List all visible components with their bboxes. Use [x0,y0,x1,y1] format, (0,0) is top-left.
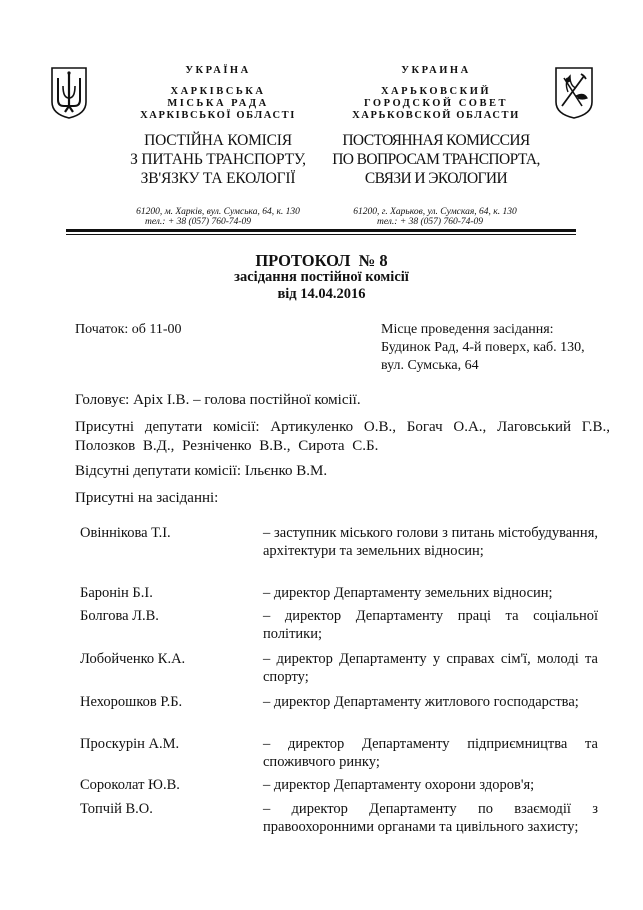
council-name-uk-line3: ХАРКІВСЬКОЇ ОБЛАСТІ [140,110,296,121]
header-rule-thin [66,234,576,235]
attendee-role: – директор Департаменту по взаємодії з правоохоронними органами та цивільного захисту; [263,801,598,835]
attendee-name: Нехорошков Р.Б. [80,694,183,710]
commission-name-uk-line1: ПОСТІЙНА КОМІСІЯ [144,132,292,149]
commission-name-ru-line1: ПОСТОЯННАЯ КОМИССИЯ [342,132,530,149]
kharkiv-coat-of-arms-icon [554,66,594,120]
council-name-ru-line2: ГОРОДСКОЙ СОВЕТ [364,98,508,109]
protocol-date: від 14.04.2016 [277,286,366,302]
attendee-name: Овіннікова Т.І. [80,525,171,541]
attendee-role: – директор Департаменту підприємництва та споживчого ринку; [263,736,598,770]
attendee-role: – директор Департаменту у справах сім'ї, молоді та спорту; [263,651,598,685]
attendees-heading: Присутні на засіданні: [75,490,219,506]
phone-ru: тел.: + 38 (057) 760-74-09 [376,217,484,227]
attendee-role: – директор Департаменту житлового господарства; [263,694,579,710]
attendee-name: Топчій В.О. [80,801,153,817]
commission-name-ru-line3: СВЯЗИ И ЭКОЛОГИИ [364,170,508,187]
protocol-subtitle: засідання постійної комісії [234,269,409,285]
meeting-place-line3: вул. Сумська, 64 [381,358,479,373]
attendee-role: – заступник міського голови з питань містобудування, архітектури та земельних відносин; [263,525,598,559]
meeting-start: Початок: об 11-00 [75,322,182,337]
attendee-name: Лобойченко К.А. [80,651,186,667]
attendee-role: – директор Департаменту охорони здоров'я; [263,777,535,793]
address-ru: 61200, г. Харьков, ул. Сумская, 64, к. 130 [353,207,517,217]
header-rule-thick [66,229,576,232]
country-name-ru: УКРАИНА [401,65,471,76]
meeting-place-line1: Місце проведення засідання: [381,322,554,337]
commission-name-uk-line3: ЗВ'ЯЗКУ ТА ЕКОЛОГІЇ [140,170,296,187]
attendee-role: – директор Департаменту праці та соціальної політики; [263,608,598,642]
attendee-name: Баронін Б.І. [80,585,153,601]
chair-line: Головує: Аріх І.В. – голова постійної комісії. [75,392,361,408]
attendee-name: Сороколат Ю.В. [80,777,180,793]
attendee-name: Болгова Л.В. [80,608,159,624]
present-deputies: Присутні депутати комісії: Артикуленко О.В., Богач О.А., Лаговський Г.В., Полозков В.Д., Резніченко В.В., Сирота С.Б. [75,419,610,454]
council-name-ru-line1: ХАРЬКОВСКИЙ [380,86,492,97]
council-name-ru-line3: ХАРЬКОВСКОЙ ОБЛАСТИ [352,110,520,121]
phone-uk: тел.: + 38 (057) 760-74-09 [144,217,252,227]
commission-name-ru-line2: ПО ВОПРОСАМ ТРАНСПОРТА, [332,151,540,168]
attendee-role: – директор Департаменту земельних відносин; [263,585,553,601]
trident-emblem-icon [50,66,88,120]
meeting-place-line2: Будинок Рад, 4-й поверх, каб. 130, [381,340,585,355]
protocol-title: ПРОТОКОЛ № 8 [255,251,388,270]
attendee-name: Проскурін А.М. [80,736,180,752]
council-name-uk-line2: МІСЬКА РАДА [167,98,269,109]
country-name-uk: УКРАЇНА [185,65,251,76]
address-uk: 61200, м. Харків, вул. Сумська, 64, к. 130 [136,207,300,217]
council-name-uk-line1: ХАРКІВСЬКА [170,86,266,97]
absent-deputies: Відсутні депутати комісії: Ільєнко В.М. [75,463,328,479]
commission-name-uk-line2: З ПИТАНЬ ТРАНСПОРТУ, [130,151,306,168]
